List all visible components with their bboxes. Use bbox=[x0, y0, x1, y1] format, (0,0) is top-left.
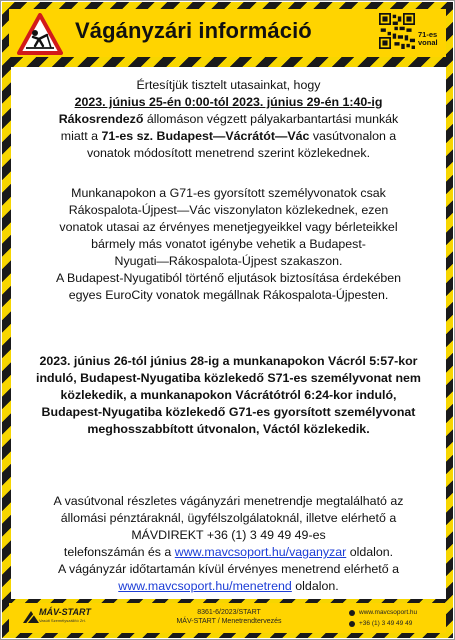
logo-subtitle: Vasúti Személyszállító Zrt. bbox=[39, 618, 86, 623]
phone-text: +36 (1) 3 49 49 49 bbox=[359, 620, 413, 627]
para4-line: MÁVDIREKT +36 (1) 3 49 49 49-es bbox=[131, 528, 326, 542]
vaganyzar-link[interactable]: www.mavcsoport.hu/vaganyzar bbox=[174, 545, 347, 559]
menetrend-link[interactable]: www.mavcsoport.hu/menetrend bbox=[118, 579, 292, 593]
notice-line-4: vonatok módosított menetrend szerint közlekednek. bbox=[86, 146, 371, 160]
line-word: vonal bbox=[418, 38, 438, 47]
notice-station-line bbox=[11, 111, 446, 128]
globe-icon bbox=[349, 610, 355, 616]
station-line-rest: állomáson végzett pályakarbantartási munkák bbox=[143, 112, 399, 126]
notice-paragraph-2 bbox=[11, 185, 446, 304]
notice-line-route bbox=[11, 128, 446, 145]
route-suffix: vasútvonalon a bbox=[309, 129, 397, 143]
para2-line: egyes EuroCity vonatok megállnak Rákospalota-Újpesten. bbox=[68, 288, 389, 302]
qr-code-icon[interactable] bbox=[379, 13, 415, 49]
route-name: 71-es sz. Budapest—Vácrátót—Vác bbox=[101, 129, 310, 143]
para2-line: Rákospalota-Újpest—Vác viszonylaton közlekednek, ezen bbox=[68, 203, 389, 217]
station-name: Rákosrendező bbox=[58, 112, 144, 126]
para4-text: telefonszámán és a bbox=[63, 545, 175, 559]
line-number: 71-es bbox=[418, 30, 438, 39]
notice-period: 2023. június 25-én 0:00-tól 2023. június 29-én 1:40-ig bbox=[74, 95, 383, 109]
notice-paragraph-3 bbox=[11, 353, 446, 438]
doc-department: MÁV-START / Menetrendtervezés bbox=[176, 618, 282, 625]
para4-line: A vágányzár időtartamán kívül érvényes menetrend elérhető a bbox=[58, 562, 399, 576]
line-number-label bbox=[418, 31, 446, 47]
track-worker-warning-icon bbox=[17, 13, 63, 55]
route-prefix: miatt a bbox=[60, 129, 102, 143]
notice-paragraph-4 bbox=[11, 493, 446, 595]
website-text: www.mavcsoport.hu bbox=[359, 609, 418, 616]
para3-line: meghosszabbított útvonalon, Váctól közlekedik. bbox=[87, 422, 370, 436]
contact-info bbox=[349, 607, 441, 629]
para4-text: oldalon. bbox=[291, 579, 339, 593]
para3-line: induló, Budapest-Nyugatiba közlekedő S71-es személyvonat nem bbox=[36, 371, 421, 385]
phone-icon bbox=[349, 621, 355, 627]
notice-intro: Értesítjük tisztelt utasainkat, hogy bbox=[136, 78, 321, 92]
para2-line: Munkanapokon a G71-es gyorsított személyvonatok csak bbox=[71, 186, 386, 200]
poster-header bbox=[9, 9, 446, 57]
para2-line: bármely más vonatot igénybe vehetik a Budapest- bbox=[91, 237, 366, 251]
para3-line: Budapest-Nyugatiba közlekedő G71-es gyorsított személyvonat bbox=[41, 405, 416, 419]
para4-line bbox=[11, 578, 446, 595]
para2-line: A Budapest-Nyugatiból történő eljutások biztosítása érdekében bbox=[55, 271, 402, 285]
para4-text: oldalon. bbox=[346, 545, 394, 559]
poster-title: Vágányzári információ bbox=[75, 18, 312, 43]
doc-number: 8361-6/2023/START bbox=[197, 609, 261, 616]
para4-line: A vasútvonal részletes vágányzári menetrendje megtalálható az bbox=[53, 494, 404, 508]
para2-line: Nyugati—Rákospalota-Újpest szakaszon. bbox=[114, 254, 343, 268]
para3-line: közlekedik, a munkanapokon Vácrátótról 6:24-kor induló, bbox=[60, 388, 397, 402]
para2-line: vonatok utasai az érvényes menetjegyeikkel vagy bérleteikkel bbox=[59, 220, 398, 234]
phone-row[interactable] bbox=[349, 618, 441, 629]
para3-line: 2023. június 26-tól június 28-ig a munkanapokon Vácról 5:57-kor bbox=[39, 354, 418, 368]
poster-footer bbox=[9, 603, 446, 633]
para4-line bbox=[11, 544, 446, 561]
notice-content bbox=[11, 67, 446, 599]
logo-text: MÁV-START bbox=[39, 607, 91, 617]
document-id bbox=[169, 608, 289, 626]
notice-paragraph-1 bbox=[11, 77, 446, 162]
para4-line: állomási pénztáraknál, ügyfélszolgálatoknál, illetve elérhető a bbox=[60, 511, 397, 525]
website-row[interactable] bbox=[349, 607, 441, 618]
